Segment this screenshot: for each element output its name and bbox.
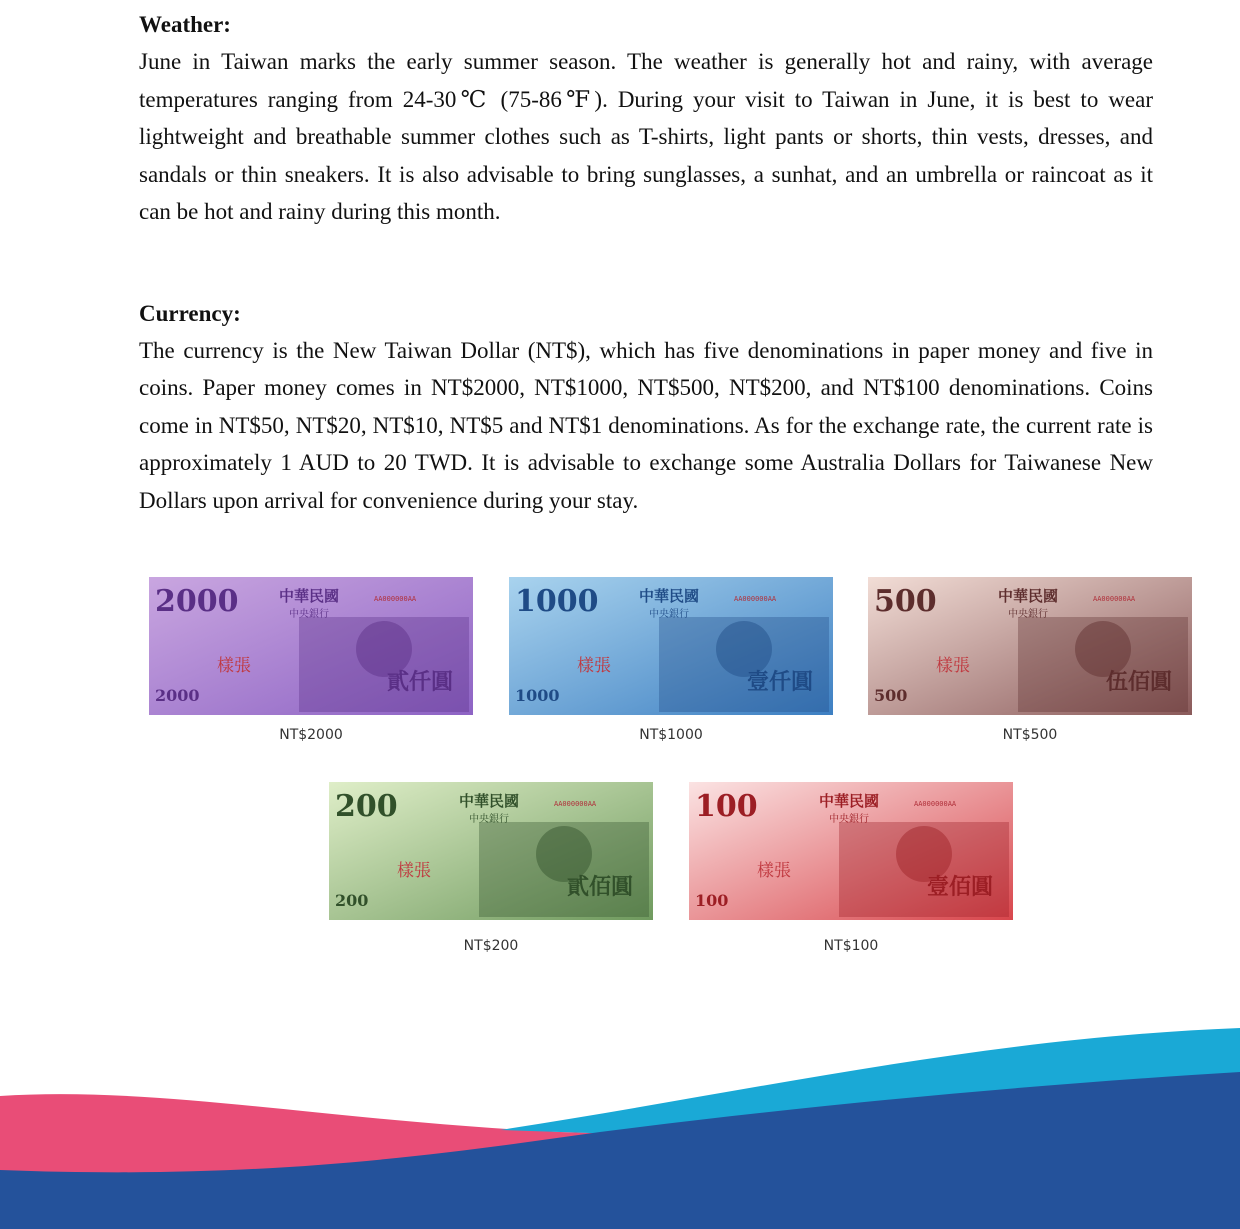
banknote-200-caption: NT$200 (463, 938, 519, 954)
note-serial: AA000000AA (1093, 595, 1136, 603)
note-value-top: 1000 (515, 584, 599, 619)
note-specimen: 樣張 (577, 656, 611, 676)
note-specimen: 樣張 (217, 656, 251, 676)
note-issuer: 中央銀行 (829, 814, 869, 825)
note-serial: AA000000AA (914, 800, 957, 808)
note-value-top: 200 (335, 789, 398, 824)
note-value-bottom: 1000 (515, 686, 560, 705)
banknote-500-caption: NT$500 (1002, 727, 1058, 743)
banknote-100-image (689, 782, 1013, 920)
note-value-bottom: 500 (874, 686, 908, 705)
banknote-200-image (329, 782, 653, 920)
note-bank-name: 中華民國 (279, 587, 340, 605)
note-value-bottom: 200 (335, 891, 369, 910)
note-bank-name: 中華民國 (998, 587, 1059, 605)
note-value-top: 100 (695, 789, 758, 824)
note-chinese-value: 貳佰圓 (567, 874, 634, 900)
note-value-top: 2000 (155, 584, 239, 619)
banknote-1000-caption: NT$1000 (639, 727, 703, 743)
note-issuer: 中央銀行 (649, 609, 689, 620)
banknote-1000-image (509, 577, 833, 715)
weather-paragraph: June in Taiwan marks the early summer season. The weather is generally hot and rainy, with average temperatures ranging from 24-30℃ (75-86℉). During your visit to Taiwan in June, it is best to wear lightweight and breathable summer clothes such as T-shirts, light pants or shorts, thin vests, dresses, and sandals or thin sneakers. It is also advisable to bring sunglasses, a sunhat, and an umbrella or raincoat as it can be hot and rainy during this month. (139, 49, 1153, 224)
note-chinese-value: 壹仟圓 (747, 669, 814, 695)
currency-paragraph: The currency is the New Taiwan Dollar (NT$), which has five denominations in paper money and five in coins. Paper money comes in NT$2000, NT$1000, NT$500, NT$200, and NT$100 denominations. Coins come in NT$50, NT$20, NT$10, NT$5 and NT$1 denominations. As for the exchange rate, the current rate is approximately 1 AUD to 20 TWD. It is advisable to exchange some Australia Dollars for Taiwanese New Dollars upon arrival for convenience during your stay. (139, 337, 1153, 513)
note-issuer: 中央銀行 (469, 814, 509, 825)
note-specimen: 樣張 (757, 861, 791, 881)
banknote-500-image (868, 577, 1192, 715)
note-value-bottom: 100 (695, 891, 729, 910)
weather-heading: Weather: (139, 12, 231, 37)
note-specimen: 樣張 (936, 656, 970, 676)
note-value-top: 500 (874, 584, 937, 619)
banknote-2000-caption: NT$2000 (279, 727, 343, 743)
banknote-100-caption: NT$100 (823, 938, 879, 954)
note-bank-name: 中華民國 (819, 792, 880, 810)
footer-wave-decoration (0, 1020, 1240, 1229)
note-bank-name: 中華民國 (459, 792, 520, 810)
note-chinese-value: 伍佰圓 (1106, 669, 1173, 695)
document-body (139, 6, 1153, 519)
banknote-2000-image (149, 577, 473, 715)
note-chinese-value: 貳仟圓 (387, 669, 454, 695)
note-serial: AA000000AA (734, 595, 777, 603)
note-bank-name: 中華民國 (639, 587, 700, 605)
note-chinese-value: 壹佰圓 (927, 874, 994, 900)
note-issuer: 中央銀行 (1008, 609, 1048, 620)
note-value-bottom: 2000 (155, 686, 200, 705)
note-issuer: 中央銀行 (289, 609, 329, 620)
currency-heading: Currency: (139, 300, 241, 326)
note-serial: AA000000AA (554, 800, 597, 808)
note-serial: AA000000AA (374, 595, 417, 603)
note-specimen: 樣張 (397, 861, 431, 881)
